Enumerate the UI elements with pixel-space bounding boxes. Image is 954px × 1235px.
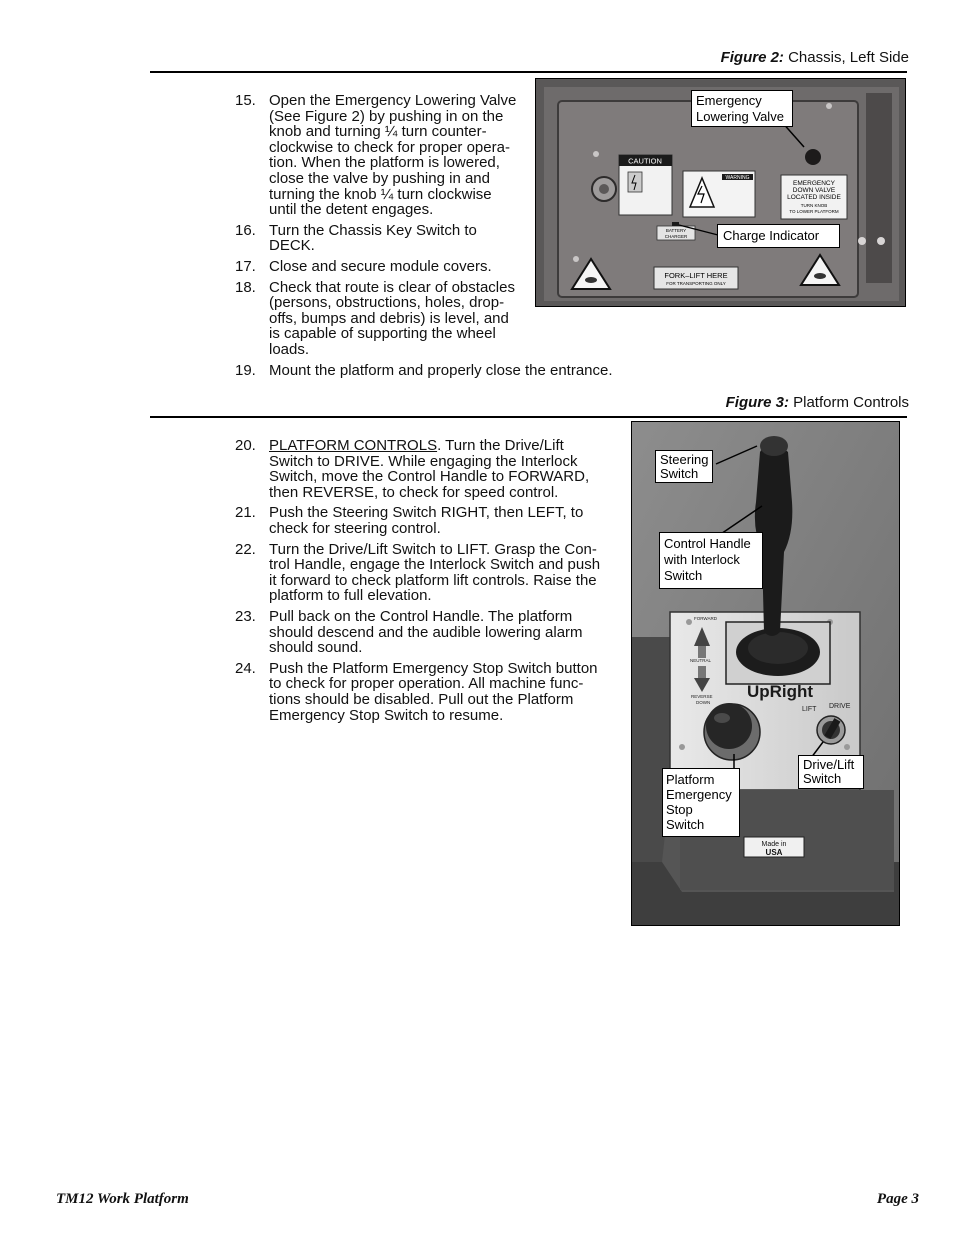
callout-control-handle: Control Handle with Interlock Switch: [659, 532, 763, 589]
neutral-label: NEUTRAL: [690, 658, 712, 663]
callout-emergency-lowering-valve: Emergency Lowering Valve: [691, 90, 793, 127]
section-rule-middle: [150, 416, 907, 418]
step-number: 20.: [235, 437, 256, 454]
forklift-decal-title: FORK–LIFT HERE: [664, 271, 728, 280]
steps-list-b: [235, 438, 615, 728]
figure-2-label: Figure 2:: [720, 49, 784, 66]
list-item: [235, 438, 615, 500]
step-text: PLATFORM CONTROLS. Turn the Drive/Lift Switch to DRIVE. While engaging the Interlock Switch, move the Control Handle to FORWARD, then REVERSE, to check for speed control.: [269, 437, 590, 501]
step-text: Open the Emergency Lowering Valve (See Figure 2) by pushing in on the knob and turning ¼ turn counter- clockwise to check for proper opera- tion. When the platform is lowered, close the valve by pushing in and turning the knob ¼ turn clockwise until the detent engages.: [269, 92, 517, 219]
list-item: [235, 609, 615, 656]
step-number: 24.: [235, 659, 256, 677]
section-rule-top: [150, 71, 907, 73]
step-text: Close and secure module covers.: [269, 257, 492, 275]
drive-label: DRIVE: [829, 703, 851, 710]
callout-steering-switch: Steering Switch: [655, 450, 713, 483]
step-number: 21.: [235, 504, 256, 522]
figure-3-label: Figure 3:: [725, 394, 789, 411]
emergency-decal-line-5: TO LOWER PLATFORM: [789, 209, 839, 214]
step-number: 22.: [235, 540, 256, 558]
battery-label-line-2: CHARGER: [664, 234, 688, 239]
brand-logo-text: UpRight: [746, 682, 814, 701]
reverse-label-2: DOWN: [696, 700, 711, 705]
footer-manual-title: TM12 Work Platform: [56, 1191, 189, 1207]
step-text: Turn the Chassis Key Switch to DECK.: [269, 221, 477, 255]
platform-controls-heading: PLATFORM CONTROLS: [269, 437, 438, 454]
usa-label: USA: [765, 848, 783, 857]
figure-3-photo: [631, 421, 900, 926]
step-text: Pull back on the Control Handle. The platform should descend and the audible lowering alarm should sound.: [269, 607, 583, 657]
list-item: [235, 661, 615, 723]
forward-label: FORWARD: [694, 616, 717, 621]
figure-2-photo: [535, 78, 906, 307]
figure-3-title: Platform Controls: [793, 394, 909, 411]
caution-decal-title: CAUTION: [628, 156, 662, 166]
footer-page-number: Page 3: [876, 1191, 919, 1207]
emergency-decal-line-2: DOWN VALVE: [792, 187, 836, 194]
step-text: Push the Steering Switch RIGHT, then LEFT, to check for steering control.: [269, 504, 584, 537]
list-item: [235, 505, 615, 536]
step-number: 15.: [235, 92, 256, 109]
step-text: Turn the Drive/Lift Switch to LIFT. Grasp the Con- trol Handle, engage the Interlock Switch and push it forward to check platform lift controls. Raise the platform to full elevation.: [269, 540, 601, 605]
emergency-decal-line-4: TURN KNOB: [800, 203, 828, 208]
step-number: 17.: [235, 257, 256, 275]
step-number: 16.: [235, 221, 256, 239]
step-number: 18.: [235, 278, 256, 296]
step-text: Mount the platform and properly close the entrance.: [269, 361, 613, 379]
step-text: Push the Platform Emergency Stop Switch button to check for proper operation. All machine func- tions should be disabled. Pull out the Platform Emergency Stop Switch to resume.: [269, 659, 598, 724]
list-item: [235, 542, 615, 604]
callout-platform-emergency-stop: Platform Emergency Stop Switch: [662, 768, 740, 837]
battery-label-line-1: BATTERY: [665, 228, 687, 233]
step-text: Check that route is clear of obstacles (persons, obstructions, holes, drop- offs, bumps and debris) is level, and is capable of supporting the wheel loads.: [269, 278, 515, 358]
step-number: 19.: [235, 361, 256, 379]
list-item: [235, 363, 613, 379]
step-number: 23.: [235, 607, 256, 625]
reverse-label-1: REVERSE: [691, 694, 713, 699]
figure-3-caption: [726, 394, 909, 411]
platform-controls-illustration: [632, 422, 899, 925]
figure-2-title: Chassis, Left Side: [788, 49, 909, 66]
emergency-decal-line-1: EMERGENCY: [793, 180, 835, 187]
made-in-label: Made in: [761, 841, 787, 848]
callout-charge-indicator: Charge Indicator: [717, 224, 840, 248]
warning-decal-title: WARNING: [725, 175, 750, 181]
figure-2-caption: [721, 49, 909, 66]
forklift-decal-subtitle: FOR TRANSPORTING ONLY: [666, 281, 726, 286]
emergency-decal-line-3: LOCATED INSIDE: [787, 194, 841, 201]
lift-label: LIFT: [802, 706, 817, 713]
callout-drive-lift-switch: Drive/Lift Switch: [798, 755, 864, 789]
